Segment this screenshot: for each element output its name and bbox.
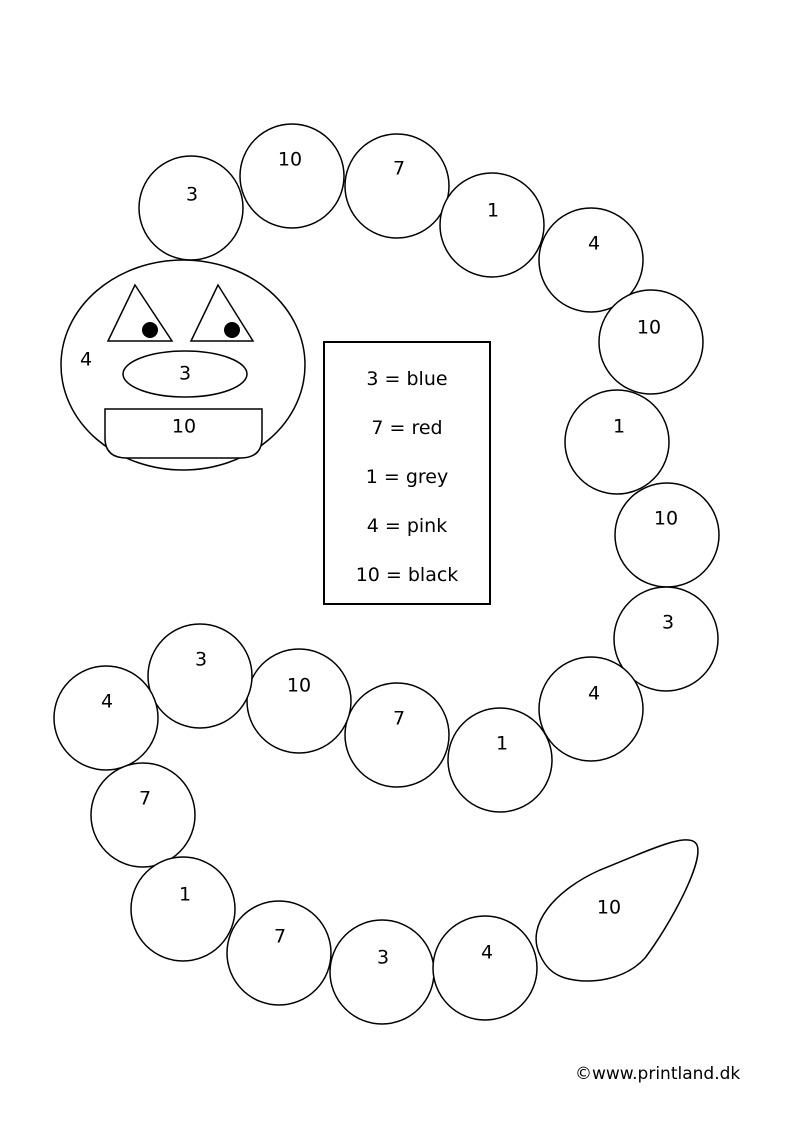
segment-8 xyxy=(615,483,719,587)
svg-text:10: 10 xyxy=(653,507,679,530)
legend-entry-black: 10 = black xyxy=(355,564,459,586)
legend-entry-pink: 4 = pink xyxy=(366,515,448,537)
segment-19 xyxy=(330,920,434,1024)
segment-2 xyxy=(240,124,344,228)
legend-entry-grey: 1 = grey xyxy=(365,466,449,488)
svg-text:3: 3 xyxy=(194,648,208,671)
segment-14 xyxy=(148,624,252,728)
segment-12 xyxy=(345,683,449,787)
mouth-number: 10 xyxy=(171,415,197,438)
svg-text:10: 10 xyxy=(277,148,303,171)
legend-entry-blue: 3 = blue xyxy=(366,368,448,390)
copyright-text: ©www.printland.dk xyxy=(575,1064,741,1084)
segment-13 xyxy=(247,649,351,753)
right-pupil xyxy=(224,322,240,338)
snake-head xyxy=(61,260,305,470)
svg-text:1: 1 xyxy=(178,883,192,906)
svg-text:10: 10 xyxy=(636,316,662,339)
segment-3 xyxy=(345,134,449,238)
svg-text:3: 3 xyxy=(376,946,390,969)
segment-4 xyxy=(440,173,544,277)
segment-15 xyxy=(54,666,158,770)
svg-text:7: 7 xyxy=(392,157,406,180)
svg-text:1: 1 xyxy=(612,415,626,438)
head-number: 4 xyxy=(79,348,93,371)
segment-20 xyxy=(433,916,537,1020)
segment-1 xyxy=(139,156,243,260)
left-pupil xyxy=(142,322,158,338)
svg-text:4: 4 xyxy=(587,232,601,255)
nose-number: 3 xyxy=(178,362,192,385)
svg-text:4: 4 xyxy=(480,941,494,964)
segment-6 xyxy=(599,290,703,394)
legend-entry-red: 7 = red xyxy=(371,417,443,439)
svg-text:1: 1 xyxy=(495,732,509,755)
segment-10 xyxy=(539,657,643,761)
svg-text:10: 10 xyxy=(286,674,312,697)
segment-17 xyxy=(131,857,235,961)
tail-number: 10 xyxy=(596,896,622,919)
segment-11 xyxy=(448,708,552,812)
svg-text:4: 4 xyxy=(587,682,601,705)
segment-18 xyxy=(227,901,331,1005)
segment-16 xyxy=(91,763,195,867)
svg-text:4: 4 xyxy=(100,690,114,713)
color-legend xyxy=(323,341,491,605)
segment-7 xyxy=(565,390,669,494)
svg-text:7: 7 xyxy=(138,787,152,810)
svg-text:1: 1 xyxy=(486,199,500,222)
svg-text:7: 7 xyxy=(392,707,406,730)
snake-tail xyxy=(536,840,698,981)
svg-text:7: 7 xyxy=(273,925,287,948)
svg-text:3: 3 xyxy=(185,183,199,206)
svg-text:3: 3 xyxy=(661,611,675,634)
